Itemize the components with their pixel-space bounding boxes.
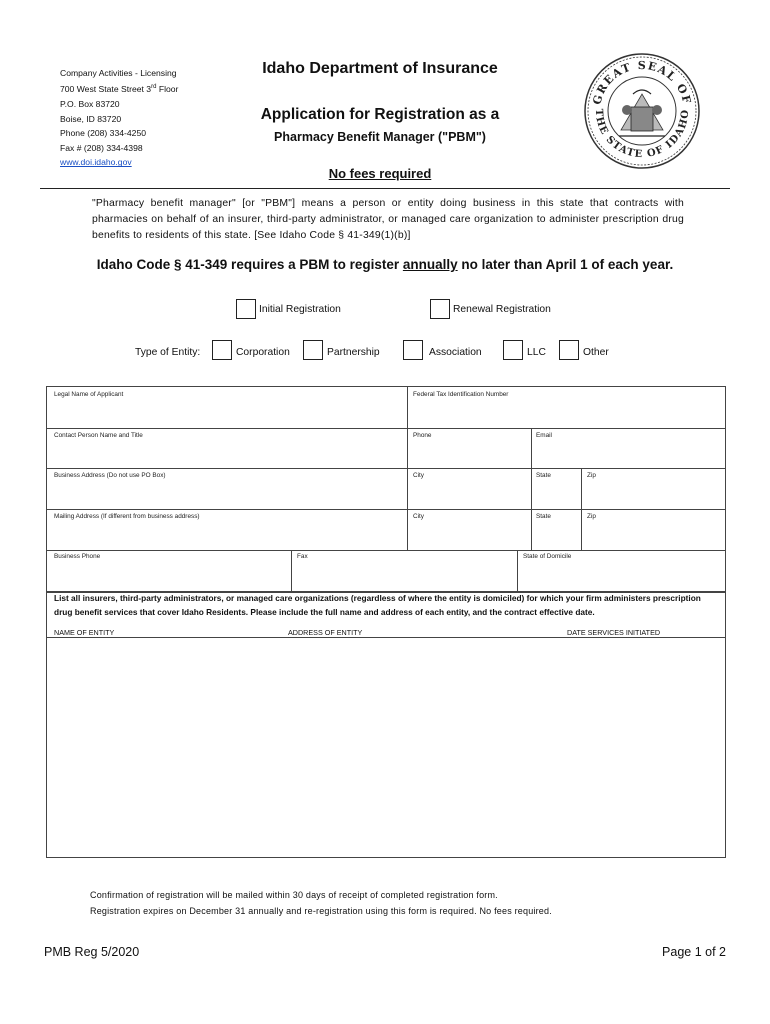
header-divider — [40, 188, 730, 189]
address-fax: Fax # (208) 334-4398 — [60, 142, 143, 153]
seal-bottom-text: THE STATE OF IDAHO — [592, 108, 692, 161]
fax-field[interactable]: Fax — [297, 553, 308, 560]
llc-checkbox[interactable] — [503, 340, 523, 360]
grid-row-divider — [47, 509, 725, 510]
other-checkbox[interactable] — [559, 340, 579, 360]
business-phone-field[interactable]: Business Phone — [54, 553, 101, 560]
legal-name-field[interactable]: Legal Name of Applicant — [54, 391, 124, 398]
address-line-4: Boise, ID 83720 — [60, 113, 122, 124]
code-text-emphasis: annually — [402, 257, 458, 272]
grid-row-divider — [47, 428, 725, 429]
llc-label: LLC — [527, 347, 546, 358]
confirmation-line-1: Confirmation of registration will be mailed within 30 days of receipt of completed registration form. — [90, 890, 498, 900]
address-line-2 — [60, 81, 178, 97]
initial-registration-checkbox[interactable] — [236, 299, 256, 319]
mailing-city-field[interactable]: City — [413, 513, 425, 520]
col-header-address: ADDRESS OF ENTITY — [288, 628, 363, 637]
grid-col-divider — [291, 550, 292, 592]
seal-top-text: GREAT SEAL OF — [590, 58, 694, 107]
business-city-field[interactable]: City — [413, 472, 425, 479]
no-fees-notice: No fees required — [328, 166, 432, 181]
renewal-registration-label: Renewal Registration — [453, 304, 551, 315]
col-header-date: DATE SERVICES INITIATED — [567, 628, 661, 637]
grid-row-divider — [47, 550, 725, 551]
partnership-checkbox[interactable] — [303, 340, 323, 360]
pbm-definition: "Pharmacy benefit manager" [or "PBM"] means a person or entity doing business in this state that contracts with pharmacies on behalf of an insurer, third-party administrator, or managed care organization to administer prescription drug benefits to residents of this state. [See Idaho Code § 41-349(1)(b)] — [92, 198, 684, 241]
form-id: PMB Reg 5/2020 — [44, 945, 140, 959]
mailing-zip-field[interactable]: Zip — [587, 513, 596, 520]
grid-col-divider — [581, 468, 582, 550]
business-state-field[interactable]: State — [536, 472, 551, 479]
entity-type-label: Type of Entity: — [135, 347, 201, 358]
corporation-label: Corporation — [236, 347, 290, 358]
mailing-address-field[interactable]: Mailing Address (If different from business address) — [54, 513, 200, 520]
other-label: Other — [583, 347, 609, 358]
email-field[interactable]: Email — [536, 432, 552, 439]
page-number: Page 1 of 2 — [662, 945, 726, 959]
address-block — [60, 66, 178, 170]
initial-registration-label: Initial Registration — [259, 304, 341, 315]
col-header-name: NAME OF ENTITY — [54, 628, 115, 637]
state-seal-icon — [583, 52, 701, 170]
code-requirement — [40, 257, 730, 272]
grid-row-divider — [47, 468, 725, 469]
application-title: Application for Registration as a — [260, 106, 500, 123]
fein-field[interactable]: Federal Tax Identification Number — [413, 391, 509, 398]
code-text-before: Idaho Code § 41-349 requires a PBM to register — [96, 257, 403, 272]
street-text: 700 West State Street 3rd Floor — [60, 84, 179, 95]
association-checkbox[interactable] — [403, 340, 423, 360]
confirmation-notes — [90, 887, 552, 919]
mailing-state-field[interactable]: State — [536, 513, 551, 520]
renewal-registration-checkbox[interactable] — [430, 299, 450, 319]
address-phone: Phone (208) 334-4250 — [60, 128, 147, 139]
contact-person-field[interactable]: Contact Person Name and Title — [54, 432, 143, 439]
agency-title: Idaho Department of Insurance — [262, 60, 498, 77]
state-of-domicile-field[interactable]: State of Domicile — [523, 553, 572, 560]
applicant-info-grid — [46, 386, 726, 592]
entity-list-box[interactable] — [46, 592, 726, 858]
partnership-label: Partnership — [327, 347, 380, 358]
business-address-field[interactable]: Business Address (Do not use PO Box) — [54, 472, 166, 479]
grid-col-divider — [531, 428, 532, 550]
application-subtitle: Pharmacy Benefit Manager ("PBM") — [274, 130, 486, 144]
corporation-checkbox[interactable] — [212, 340, 232, 360]
list-header-divider — [47, 637, 725, 638]
code-text-after: no later than April 1 of each year. — [457, 257, 674, 272]
address-line-1: Company Activities - Licensing — [60, 68, 177, 78]
grid-col-divider — [407, 387, 408, 550]
association-label: Association — [429, 347, 482, 358]
address-line-3: P.O. Box 83720 — [60, 99, 120, 110]
grid-col-divider — [517, 550, 518, 592]
business-zip-field[interactable]: Zip — [587, 472, 596, 479]
list-instructions: List all insurers, third-party administrators, or managed care organizations (regardless of where the entity is domiciled) for which your firm administers prescription drug benefit services that cover Idaho Residents. Please include the full name and address of each entity, and the contract effective date. — [54, 593, 701, 617]
confirmation-line-2: Registration expires on December 31 annually and re-registration using this form is required. No fees required. — [90, 906, 552, 916]
phone-field[interactable]: Phone — [413, 432, 432, 439]
website-link[interactable]: www.doi.idaho.gov — [60, 157, 132, 168]
